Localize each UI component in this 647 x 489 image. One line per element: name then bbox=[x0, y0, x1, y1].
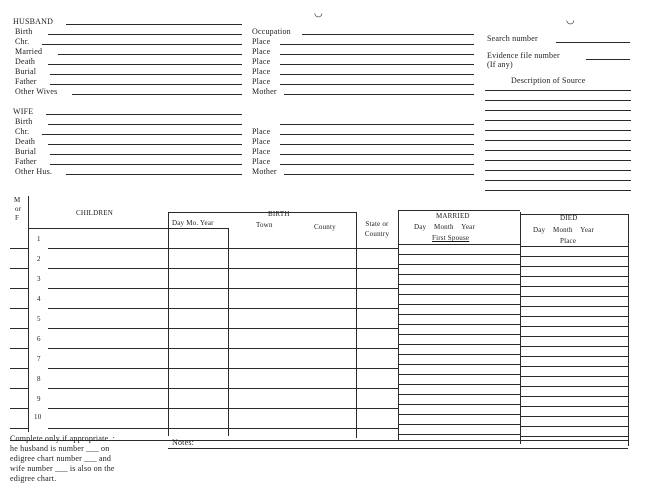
married-line[interactable] bbox=[398, 404, 520, 405]
husband-occupation-line[interactable] bbox=[302, 34, 474, 35]
source-line[interactable] bbox=[485, 180, 631, 181]
column-rule bbox=[628, 214, 629, 446]
birth-row-line[interactable] bbox=[168, 408, 356, 409]
married-line[interactable] bbox=[398, 304, 520, 305]
married-line[interactable] bbox=[398, 284, 520, 285]
sex-row-line[interactable] bbox=[10, 248, 28, 249]
wife-burial-label: Burial bbox=[15, 147, 37, 156]
state-row-line[interactable] bbox=[356, 288, 398, 289]
sex-row-line[interactable] bbox=[10, 348, 28, 349]
died-line[interactable] bbox=[520, 316, 628, 317]
husband-birth-place-label: Place bbox=[252, 37, 271, 46]
child-row-number: 5 bbox=[37, 315, 41, 323]
wife-death-label: Death bbox=[15, 137, 36, 146]
child-row-line[interactable] bbox=[48, 288, 168, 289]
notes-label: Notes: bbox=[172, 438, 195, 447]
sex-row-line[interactable] bbox=[10, 328, 28, 329]
died-line[interactable] bbox=[520, 306, 628, 307]
sex-row-line[interactable] bbox=[10, 268, 28, 269]
married-header-rule bbox=[398, 210, 520, 211]
died-line[interactable] bbox=[520, 336, 628, 337]
wife-birth-line[interactable] bbox=[48, 124, 242, 125]
child-row-number: 4 bbox=[37, 295, 41, 303]
footer-note-line: wife number ___ is also on the bbox=[10, 464, 115, 473]
children-header-rule bbox=[28, 228, 168, 229]
husband-married-line[interactable] bbox=[58, 54, 242, 55]
wife-chr-place-line[interactable] bbox=[280, 144, 474, 145]
child-row-number: 2 bbox=[37, 255, 41, 263]
first-spouse-label: First Spouse bbox=[432, 234, 470, 242]
source-line[interactable] bbox=[485, 170, 631, 171]
husband-other-wives-label: Other Wives bbox=[15, 87, 58, 96]
child-row-line[interactable] bbox=[48, 268, 168, 269]
husband-death-place-line[interactable] bbox=[280, 74, 474, 75]
source-line[interactable] bbox=[485, 150, 631, 151]
married-header: MARRIED bbox=[436, 212, 470, 220]
source-description-label: Description of Source bbox=[511, 76, 586, 85]
husband-other-wives-line[interactable] bbox=[72, 94, 242, 95]
search-number-line[interactable] bbox=[556, 42, 630, 43]
birth-state-country: State or Country bbox=[364, 220, 390, 238]
husband-occupation-label: Occupation bbox=[252, 27, 291, 36]
birth-town: Town bbox=[256, 221, 273, 229]
state-row-line[interactable] bbox=[356, 348, 398, 349]
married-line[interactable] bbox=[398, 324, 520, 325]
birth-county: County bbox=[314, 223, 336, 231]
husband-death-place-label: Place bbox=[252, 67, 271, 76]
birth-row-line[interactable] bbox=[168, 268, 356, 269]
footer-note-line: Complete only if appropriate. : bbox=[10, 434, 116, 443]
state-row-line[interactable] bbox=[356, 308, 398, 309]
wife-heading: WIFE bbox=[13, 107, 34, 116]
husband-death-label: Death bbox=[15, 57, 36, 66]
married-line[interactable] bbox=[398, 374, 520, 375]
husband-birth-label: Birth bbox=[15, 27, 33, 36]
source-line[interactable] bbox=[485, 190, 631, 191]
birth-row-line[interactable] bbox=[168, 368, 356, 369]
died-line[interactable] bbox=[520, 386, 628, 387]
died-line[interactable] bbox=[520, 356, 628, 357]
source-line[interactable] bbox=[485, 100, 631, 101]
child-row-line[interactable] bbox=[48, 408, 168, 409]
died-line[interactable] bbox=[520, 396, 628, 397]
married-line[interactable] bbox=[398, 244, 520, 245]
children-header: CHILDREN bbox=[76, 209, 113, 217]
wife-death-line[interactable] bbox=[48, 144, 242, 145]
died-line[interactable] bbox=[520, 246, 628, 247]
husband-mother-line[interactable] bbox=[284, 94, 474, 95]
evidence-file-ifany: (If any) bbox=[487, 60, 513, 69]
child-row-number: 9 bbox=[37, 395, 41, 403]
wife-birth-label: Birth bbox=[15, 117, 33, 126]
evidence-file-line[interactable] bbox=[586, 59, 630, 60]
husband-chr-label: Chr. bbox=[15, 37, 30, 46]
birth-day-mo-year: Day Mo. Year bbox=[172, 219, 214, 227]
died-day-month-year: Day Month Year bbox=[533, 226, 594, 234]
husband-heading: HUSBAND bbox=[13, 17, 54, 26]
died-line[interactable] bbox=[520, 326, 628, 327]
wife-mother-line[interactable] bbox=[284, 174, 474, 175]
wife-other-husbands-label: Other Hus. bbox=[15, 167, 53, 176]
sex-row-line[interactable] bbox=[10, 428, 28, 429]
husband-burial-line[interactable] bbox=[50, 74, 242, 75]
died-line[interactable] bbox=[520, 366, 628, 367]
birth-row-line[interactable] bbox=[168, 308, 356, 309]
husband-chr-place-label: Place bbox=[252, 47, 271, 56]
child-row-number: 1 bbox=[37, 235, 41, 243]
died-line[interactable] bbox=[520, 276, 628, 277]
birth-row-line[interactable] bbox=[168, 388, 356, 389]
child-row-line[interactable] bbox=[48, 428, 168, 429]
evidence-file-label: Evidence file number bbox=[487, 51, 560, 60]
married-line[interactable] bbox=[398, 414, 520, 415]
died-line[interactable] bbox=[520, 436, 628, 437]
search-number-label: Search number bbox=[487, 34, 538, 43]
husband-birth-place-line[interactable] bbox=[280, 44, 474, 45]
birth-header-rule bbox=[168, 212, 356, 213]
married-line[interactable] bbox=[398, 294, 520, 295]
husband-burial-place-label: Place bbox=[252, 77, 271, 86]
birth-row-line[interactable] bbox=[168, 328, 356, 329]
married-line[interactable] bbox=[398, 314, 520, 315]
married-line[interactable] bbox=[398, 354, 520, 355]
died-header: DIED bbox=[560, 214, 578, 222]
column-rule bbox=[168, 212, 169, 436]
wife-other-husbands-line[interactable] bbox=[66, 174, 242, 175]
married-line[interactable] bbox=[398, 254, 520, 255]
source-line[interactable] bbox=[485, 130, 631, 131]
died-line[interactable] bbox=[520, 416, 628, 417]
footer-note-line: edigree chart number ___ and bbox=[10, 454, 112, 463]
married-line[interactable] bbox=[398, 434, 520, 435]
source-line[interactable] bbox=[485, 110, 631, 111]
sex-f-label: F bbox=[15, 214, 20, 222]
husband-mother-label: Mother bbox=[252, 87, 277, 96]
husband-chr-place-line[interactable] bbox=[280, 54, 474, 55]
birth-header: BIRTH bbox=[268, 210, 290, 218]
birth-row-line[interactable] bbox=[168, 288, 356, 289]
punch-mark-icon: ◡ bbox=[314, 8, 323, 19]
wife-name-line[interactable] bbox=[46, 114, 242, 115]
sex-or-label: or bbox=[15, 205, 22, 213]
husband-married-place-label: Place bbox=[252, 57, 271, 66]
sex-row-line[interactable] bbox=[10, 308, 28, 309]
husband-married-label: Married bbox=[15, 47, 43, 56]
child-row-number: 6 bbox=[37, 335, 41, 343]
wife-right-line[interactable] bbox=[280, 124, 474, 125]
died-line[interactable] bbox=[520, 426, 628, 427]
married-line[interactable] bbox=[398, 364, 520, 365]
married-line[interactable] bbox=[398, 334, 520, 335]
married-line[interactable] bbox=[398, 424, 520, 425]
notes-line[interactable] bbox=[168, 448, 628, 449]
child-row-line[interactable] bbox=[48, 348, 168, 349]
sex-row-line[interactable] bbox=[10, 368, 28, 369]
wife-death-place-label: Place bbox=[252, 147, 271, 156]
state-row-line[interactable] bbox=[356, 248, 398, 249]
married-line[interactable] bbox=[398, 274, 520, 275]
married-line[interactable] bbox=[398, 394, 520, 395]
child-row-line[interactable] bbox=[48, 308, 168, 309]
column-rule bbox=[356, 212, 357, 438]
wife-chr-line[interactable] bbox=[42, 134, 242, 135]
state-row-line[interactable] bbox=[356, 368, 398, 369]
died-line[interactable] bbox=[520, 296, 628, 297]
wife-burial-place-line[interactable] bbox=[280, 164, 474, 165]
source-line[interactable] bbox=[485, 160, 631, 161]
husband-married-place-line[interactable] bbox=[280, 64, 474, 65]
wife-chr-label: Chr. bbox=[15, 127, 30, 136]
sex-row-line[interactable] bbox=[10, 408, 28, 409]
husband-burial-place-line[interactable] bbox=[280, 84, 474, 85]
state-row-line[interactable] bbox=[356, 428, 398, 429]
state-row-line[interactable] bbox=[356, 408, 398, 409]
died-line[interactable] bbox=[520, 256, 628, 257]
husband-name-line[interactable] bbox=[66, 24, 242, 25]
wife-birth-place-label: Place bbox=[252, 127, 271, 136]
sex-m-label: M bbox=[14, 196, 21, 204]
state-row-line[interactable] bbox=[356, 328, 398, 329]
wife-mother-label: Mother bbox=[252, 167, 277, 176]
child-row-number: 8 bbox=[37, 375, 41, 383]
married-line[interactable] bbox=[398, 344, 520, 345]
birth-row-line[interactable] bbox=[168, 428, 356, 429]
child-row-number: 10 bbox=[34, 413, 42, 421]
birth-date-rule bbox=[168, 228, 228, 229]
husband-burial-label: Burial bbox=[15, 67, 37, 76]
footer-note-line: he husband is number ___ on bbox=[10, 444, 110, 453]
husband-birth-line[interactable] bbox=[48, 34, 242, 35]
husband-father-label: Father bbox=[15, 77, 37, 86]
married-day-month-year: Day Month Year bbox=[414, 223, 475, 231]
married-line[interactable] bbox=[398, 264, 520, 265]
source-line[interactable] bbox=[485, 90, 631, 91]
died-line[interactable] bbox=[520, 376, 628, 377]
wife-chr-place-label: Place bbox=[252, 137, 271, 146]
state-row-line[interactable] bbox=[356, 388, 398, 389]
child-row-number: 7 bbox=[37, 355, 41, 363]
wife-birth-place-line[interactable] bbox=[280, 134, 474, 135]
footer-note-line: edigree chart. bbox=[10, 474, 57, 483]
died-line[interactable] bbox=[520, 266, 628, 267]
married-line[interactable] bbox=[398, 384, 520, 385]
died-line[interactable] bbox=[520, 346, 628, 347]
child-row-line[interactable] bbox=[48, 248, 168, 249]
wife-burial-line[interactable] bbox=[50, 154, 242, 155]
state-row-line[interactable] bbox=[356, 268, 398, 269]
wife-burial-place-label: Place bbox=[252, 157, 271, 166]
died-header-rule bbox=[520, 214, 628, 215]
child-row-number: 3 bbox=[37, 275, 41, 283]
column-rule bbox=[28, 196, 29, 432]
died-place-label: Place bbox=[560, 237, 577, 245]
died-line[interactable] bbox=[520, 406, 628, 407]
husband-death-line[interactable] bbox=[48, 64, 242, 65]
child-row-line[interactable] bbox=[48, 388, 168, 389]
husband-father-line[interactable] bbox=[50, 84, 242, 85]
child-row-line[interactable] bbox=[48, 328, 168, 329]
source-line[interactable] bbox=[485, 140, 631, 141]
sex-row-line[interactable] bbox=[10, 288, 28, 289]
wife-father-label: Father bbox=[15, 157, 37, 166]
husband-chr-line[interactable] bbox=[42, 44, 242, 45]
sex-row-line[interactable] bbox=[10, 388, 28, 389]
birth-row-line[interactable] bbox=[168, 348, 356, 349]
source-line[interactable] bbox=[485, 120, 631, 121]
wife-father-line[interactable] bbox=[50, 164, 242, 165]
child-row-line[interactable] bbox=[48, 368, 168, 369]
wife-death-place-line[interactable] bbox=[280, 154, 474, 155]
punch-mark-icon: ◡ bbox=[566, 15, 575, 26]
died-line[interactable] bbox=[520, 286, 628, 287]
birth-row-line[interactable] bbox=[168, 248, 356, 249]
column-rule bbox=[228, 228, 229, 436]
